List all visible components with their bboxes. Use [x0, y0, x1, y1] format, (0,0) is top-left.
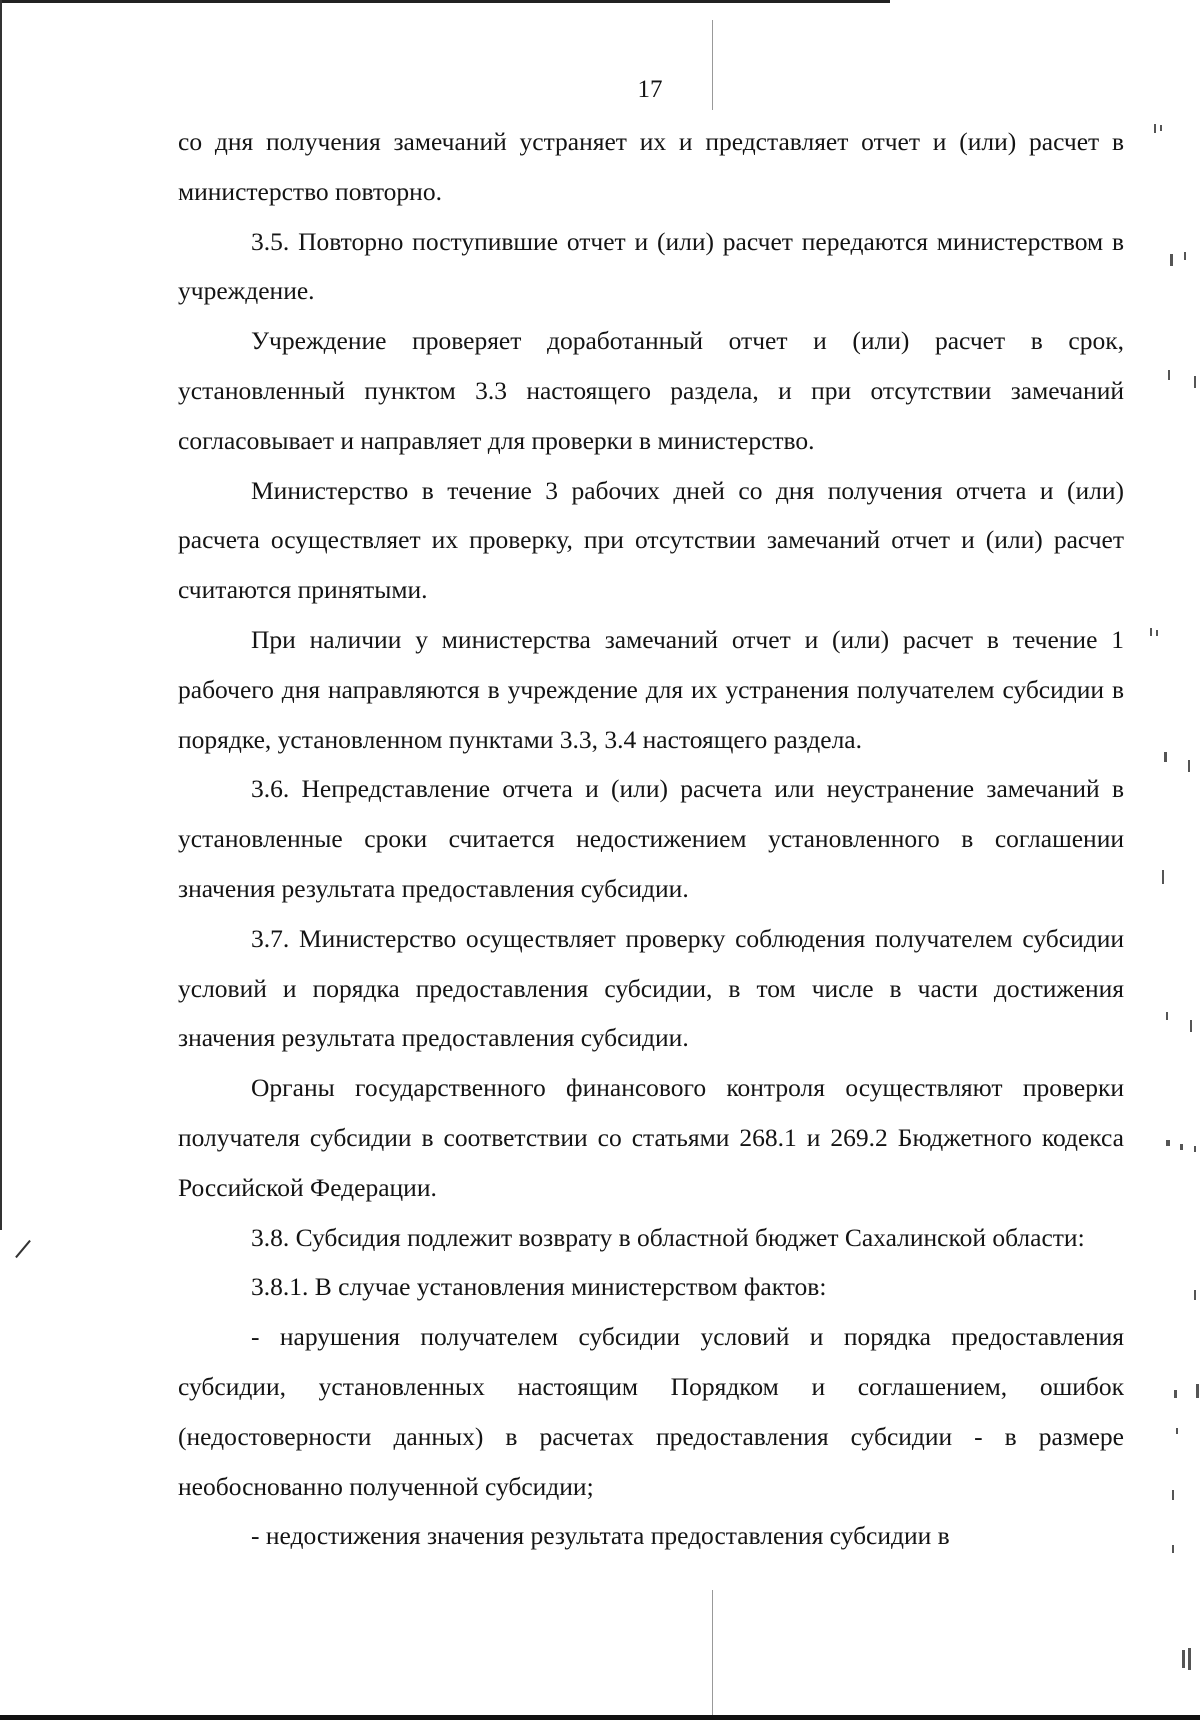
paragraph: Учреждение проверяет доработанный отчет и (или) расчет в срок, установленный пунктом 3.3 настоящего раздела, и при отсутствии замечаний согласовывает и направляет для проверки в министерство. — [178, 326, 1124, 455]
paragraph: При наличии у министерства замечаний отчет и (или) расчет в течение 1 рабочего дня направляются в учреждение для их устранения получателем субсидии в порядке, установленном пунктами 3.3, 3.4 настоящего раздела. — [178, 624, 1124, 754]
paragraph: 3.5. Повторно поступившие отчет и (или) расчет передаются министерством в учреждение. — [178, 226, 1124, 306]
paragraph: Министерство в течение 3 рабочих дней со дня получения отчета и (или) расчета осуществляет их проверку, при отсутствии замечаний отчет и (или) расчет считаются принятыми. — [178, 475, 1124, 605]
scan-bottom-edge — [0, 1715, 1200, 1720]
stray-pen-mark — [15, 1240, 31, 1258]
paragraph: со дня получения замечаний устраняет их и представляет отчет и (или) расчет в министерство повторно. — [178, 127, 1124, 206]
document-body — [178, 117, 1124, 1561]
paragraph: - недостижения значения результата предоставления субсидии в — [251, 1521, 950, 1551]
scan-top-edge — [0, 0, 890, 3]
paragraph: 3.7. Министерство осуществляет проверку соблюдения получателем субсидии условий и порядка предоставления субсидии, в том числе в части достижения значения результата предоставления субсидии. — [178, 923, 1124, 1053]
paragraph: 3.8.1. В случае установления министерством фактов: — [251, 1272, 827, 1302]
paragraph: - нарушения получателем субсидии условий и порядка предоставления субсидии, установленных настоящим Порядком и соглашением, ошибок (недостоверности данных) в расчетах предоставления субсидии - в размере необоснованно полученной субсидии; — [178, 1322, 1124, 1501]
scan-left-edge — [0, 0, 2, 1230]
paragraph: 3.8. Субсидия подлежит возврату в областной бюджет Сахалинской области: — [251, 1222, 1085, 1252]
paragraph: 3.6. Непредставление отчета и (или) расчета или неустранение замечаний в установленные сроки считается недостижением установленного в соглашении значения результата предоставления субсидии. — [178, 774, 1124, 903]
paragraph: Органы государственного финансового контроля осуществляют проверки получателя субсидии в соответствии со статьями 268.1 и 269.2 Бюджетного кодекса Российской Федерации. — [178, 1073, 1124, 1202]
fold-crease-bottom — [712, 1590, 713, 1715]
page-number: 17 — [637, 76, 663, 103]
